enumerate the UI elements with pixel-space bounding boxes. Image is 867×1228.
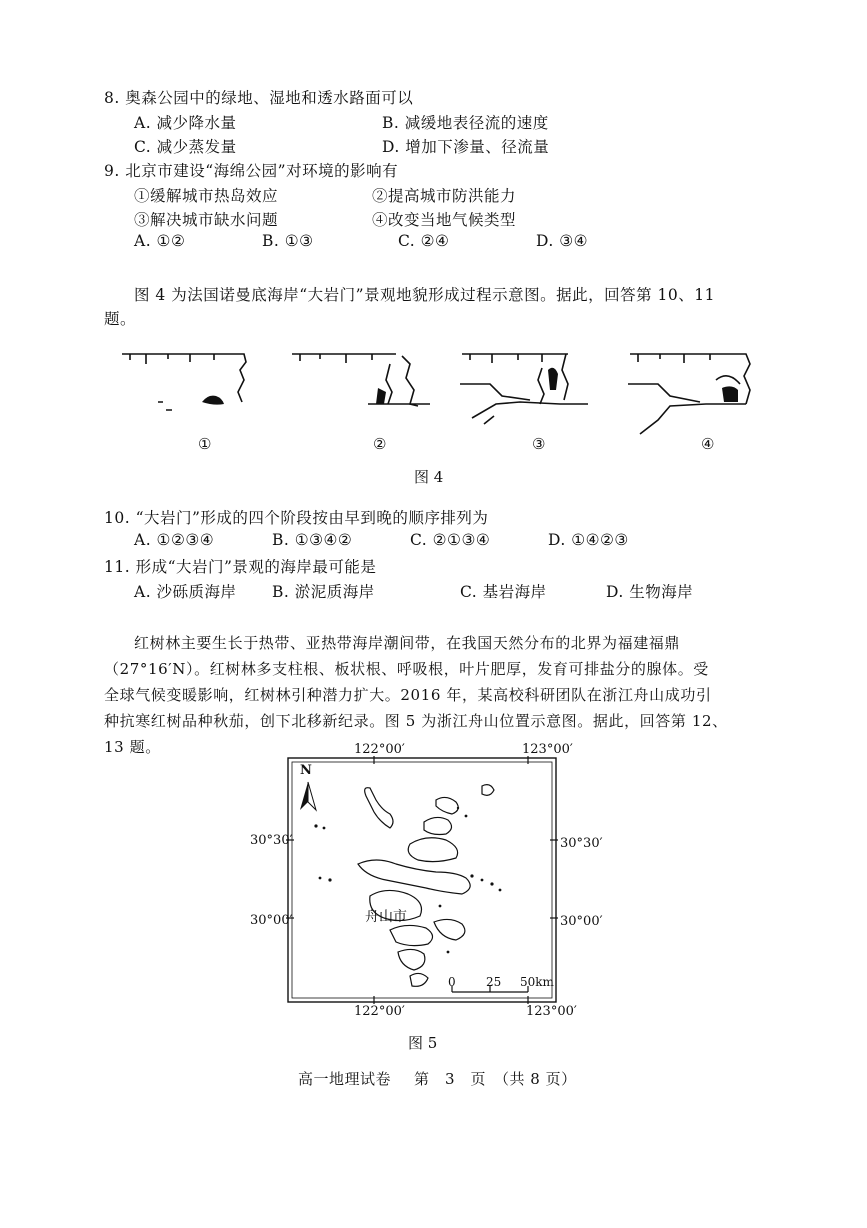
fig4-caption: 图 4 — [414, 468, 444, 486]
fig5-lat-right-top: 30°30′ — [560, 836, 603, 851]
fig4-stage-4-label: ④ — [701, 435, 715, 453]
fig5-map — [286, 756, 558, 1004]
q8-option-c: C. 减少蒸发量 — [134, 138, 237, 156]
q9-statement-1: ①缓解城市热岛效应 — [134, 187, 279, 205]
q9-option-b: B. ①③ — [262, 232, 314, 250]
q10-option-c: C. ②①③④ — [410, 531, 491, 549]
q9-statement-3: ③解决城市缺水问题 — [134, 211, 279, 229]
fig5-lon-top-right: 123°00′ — [522, 742, 573, 757]
q10-option-b: B. ①③④② — [272, 531, 353, 549]
fig5-lon-bottom-right: 123°00′ — [526, 1004, 577, 1019]
north-arrow-icon — [300, 782, 316, 810]
fig5-lon-top-left: 122°00′ — [354, 742, 405, 757]
fig4-intro-line1: 图 4 为法国诺曼底海岸“大岩门”景观地貌形成过程示意图。据此，回答第 10、11 — [134, 286, 715, 304]
q9-option-c: C. ②④ — [398, 232, 450, 250]
q9-option-d: D. ③④ — [536, 232, 589, 250]
fig4-stage-3-label: ③ — [532, 435, 546, 453]
footer-subject: 高一地理试卷 — [298, 1070, 392, 1088]
scale-label-0: 0 — [448, 975, 456, 989]
q10-option-d: D. ①④②③ — [548, 531, 629, 549]
q10-stem: 10. “大岩门”形成的四个阶段按由早到晚的顺序排列为 — [104, 509, 489, 527]
q9-option-a: A. ①② — [134, 232, 186, 250]
q11-option-a: A. 沙砾质海岸 — [134, 583, 237, 601]
islands — [358, 785, 494, 987]
fig4-stage-1-sketch — [122, 354, 246, 410]
fig4-stage-1-label: ① — [198, 435, 212, 453]
fig5-lat-right-bottom: 30°00′ — [560, 914, 603, 929]
fig4-stage-2-label: ② — [373, 435, 387, 453]
fig4-stage-3-sketch — [460, 354, 588, 424]
city-label: 舟山市 — [365, 909, 407, 925]
q10-option-a: A. ①②③④ — [134, 531, 215, 549]
q8-option-a: A. 减少降水量 — [134, 114, 237, 132]
fig5-intro-line4: 种抗寒红树品种秋茄，创下北移新纪录。图 5 为浙江舟山位置示意图。据此，回答第 12、 — [104, 712, 728, 730]
q9-statement-2: ②提高城市防洪能力 — [372, 187, 517, 205]
fig5-intro-line2: （27°16′N）。红树林多支柱根、板状根、呼吸根，叶片肥厚，发育可排盐分的腺体。受 — [104, 660, 709, 678]
fig5-intro-line3: 全球气候变暖影响，红树林引种潜力扩大。2016 年，某高校科研团队在浙江舟山成功引 — [104, 686, 712, 704]
fig5-lon-bottom-left: 122°00′ — [354, 1004, 405, 1019]
fig4-intro-line2: 题。 — [104, 310, 137, 328]
q11-option-c: C. 基岩海岸 — [460, 583, 547, 601]
q11-stem: 11. 形成“大岩门”景观的海岸最可能是 — [104, 558, 377, 576]
scale-label-25: 25 — [486, 975, 502, 989]
scale-label-50: 50km — [520, 975, 554, 989]
fig5-lat-left-bottom: 30°00′ — [250, 913, 293, 928]
north-label: N — [300, 763, 312, 778]
footer-page: 第 3 页 （共 8 页） — [414, 1070, 577, 1088]
q8-option-d: D. 增加下渗量、径流量 — [382, 138, 550, 156]
q8-stem: 8. 奥森公园中的绿地、湿地和透水路面可以 — [104, 89, 414, 107]
q8-option-b: B. 减缓地表径流的速度 — [382, 114, 549, 132]
fig5-lat-left-top: 30°30′ — [250, 833, 293, 848]
q9-statement-4: ④改变当地气候类型 — [372, 211, 517, 229]
fig5-intro-line5: 13 题。 — [104, 738, 161, 756]
fig5-caption: 图 5 — [408, 1034, 438, 1052]
fig4-stage-2-sketch — [292, 354, 430, 406]
q11-option-b: B. 淤泥质海岸 — [272, 583, 375, 601]
fig5-intro-line1: 红树林主要生长于热带、亚热带海岸潮间带，在我国天然分布的北界为福建福鼎 — [134, 634, 681, 652]
q11-option-d: D. 生物海岸 — [606, 583, 694, 601]
q9-stem: 9. 北京市建设“海绵公园”对环境的影响有 — [104, 162, 399, 180]
